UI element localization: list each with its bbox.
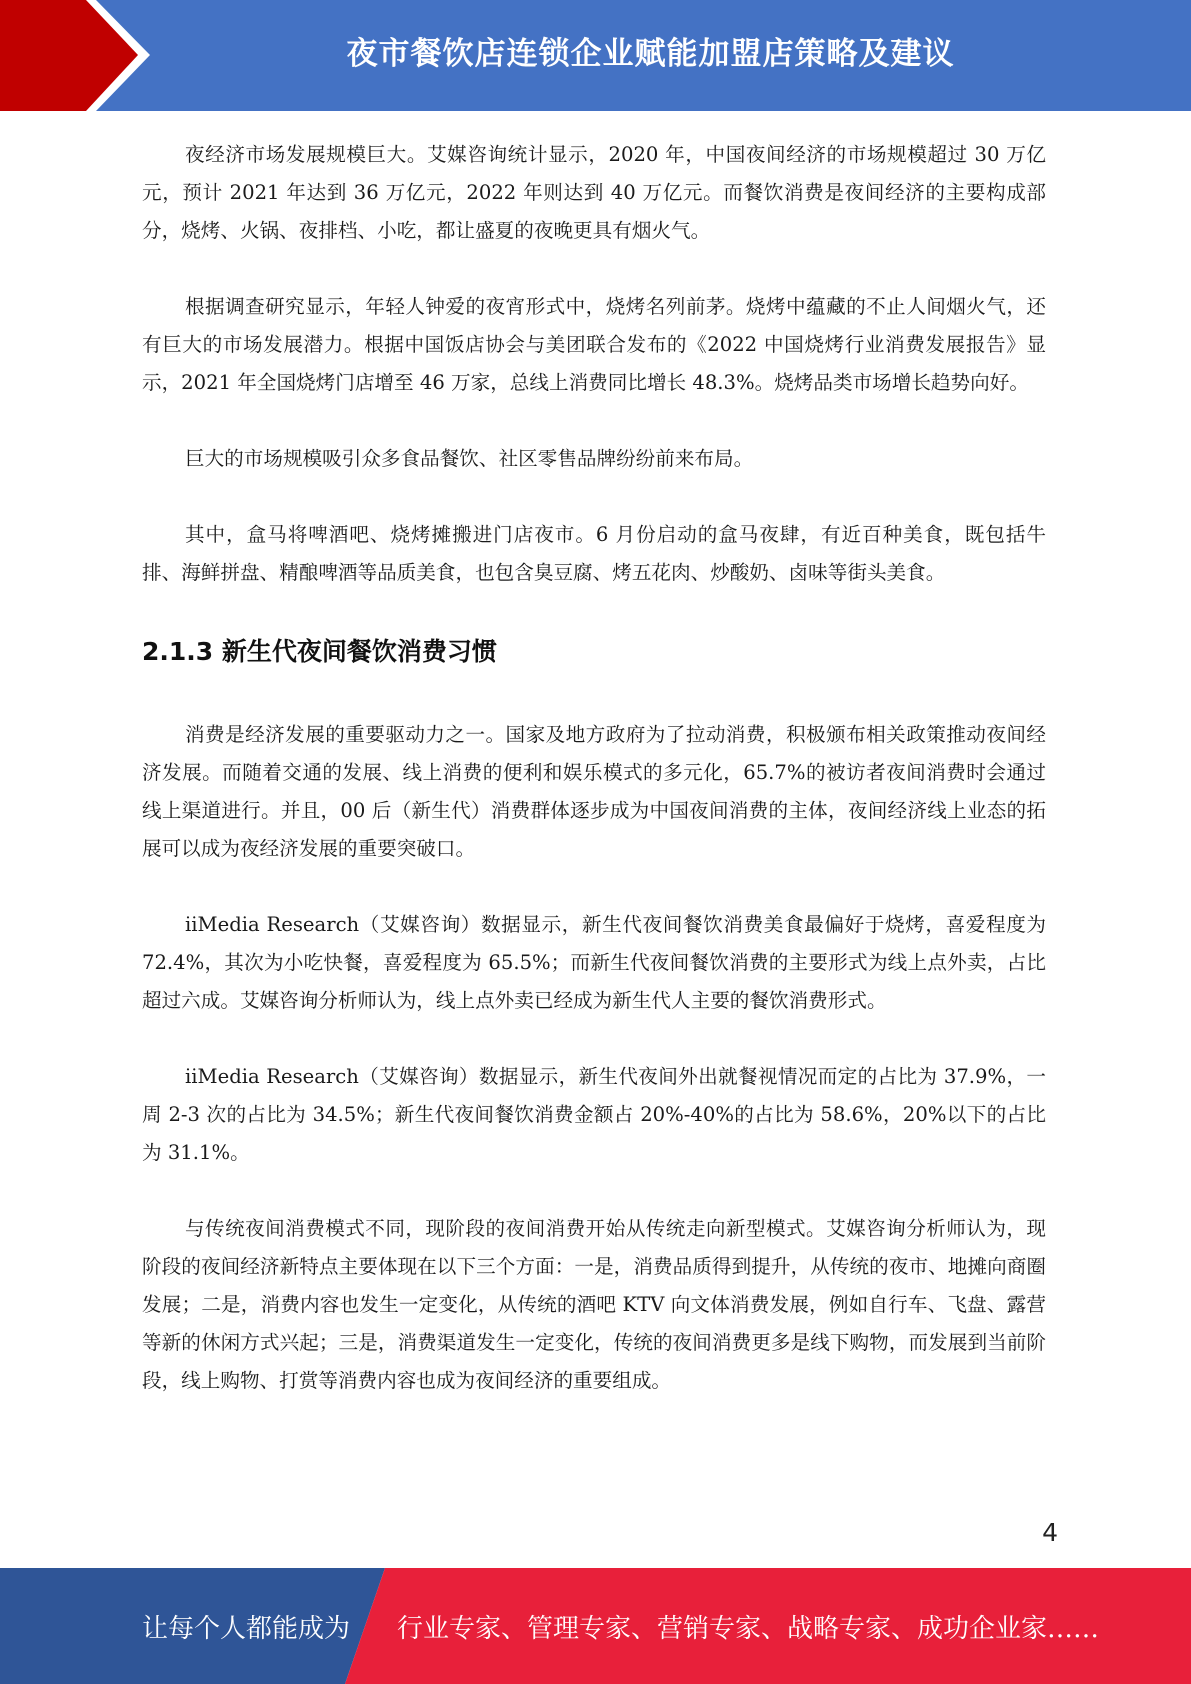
page-header bbox=[0, 0, 1191, 111]
paragraph: 其中，盒马将啤酒吧、烧烤摊搬进门店夜市。6 月份启动的盒马夜肆，有近百种美食，既包括牛排、海鲜拼盘、精酿啤酒等品质美食，也包含臭豆腐、烤五花肉、炒酸奶、卤味等街头美食。 bbox=[142, 523, 1046, 584]
paragraph: 夜经济市场发展规模巨大。艾媒咨询统计显示，2020 年，中国夜间经济的市场规模超过 30 万亿元，预计 2021 年达到 36 万亿元，2022 年则达到 40 万亿元。而餐饮消费是夜间经济的主要构成部分，烧烤、火锅、夜排档、小吃，都让盛夏的夜晚更具有烟火气。 bbox=[142, 143, 1046, 242]
paragraph: 根据调查研究显示，年轻人钟爱的夜宵形式中，烧烤名列前茅。烧烤中蕴藏的不止人间烟火气，还有巨大的市场发展潜力。根据中国饭店协会与美团联合发布的《2022 中国烧烤行业消费发展报告》显示，2021 年全国烧烤门店增至 46 万家，总线上消费同比增长 48.3%。烧烤品类市场增长趋势向好。 bbox=[142, 295, 1046, 394]
paragraph: iiMedia Research（艾媒咨询）数据显示，新生代夜间餐饮消费美食最偏好于烧烤，喜爱程度为 72.4%，其次为小吃快餐，喜爱程度为 65.5%；而新生代夜间餐饮消费的主要形式为线上点外卖，占比超过六成。艾媒咨询分析师认为，线上点外卖已经成为新生代人主要的餐饮消费形式。 bbox=[142, 913, 1046, 1012]
paragraph: 与传统夜间消费模式不同，现阶段的夜间消费开始从传统走向新型模式。艾媒咨询分析师认为，现阶段的夜间经济新特点主要体现在以下三个方面：一是，消费品质得到提升，从传统的夜市、地摊向商圈发展；二是，消费内容也发生一定变化，从传统的酒吧 KTV 向文体消费发展，例如自行车、飞盘、露营等新的休闲方式兴起；三是，消费渠道发生一定变化，传统的夜间消费更多是线下购物，而发展到当前阶段，线上购物、打赏等消费内容也成为夜间经济的重要组成。 bbox=[142, 1217, 1046, 1392]
page-body bbox=[142, 136, 1046, 1438]
paragraph: 巨大的市场规模吸引众多食品餐饮、社区零售品牌纷纷前来布局。 bbox=[185, 447, 754, 470]
page-footer bbox=[0, 1568, 1191, 1684]
paragraph: 消费是经济发展的重要驱动力之一。国家及地方政府为了拉动消费，积极颁布相关政策推动夜间经济发展。而随着交通的发展、线上消费的便利和娱乐模式的多元化，65.7%的被访者夜间消费时会通过线上渠道进行。并且，00 后（新生代）消费群体逐步成为中国夜间消费的主体，夜间经济线上业态的拓展可以成为夜经济发展的重要突破口。 bbox=[142, 723, 1046, 860]
footer-slogan-left: 让每个人都能成为 bbox=[142, 1613, 351, 1644]
section-heading: 2.1.3 新生代夜间餐饮消费习惯 bbox=[142, 637, 497, 666]
footer-slogan-right: 行业专家、管理专家、营销专家、战略专家、成功企业家…… bbox=[397, 1613, 1100, 1644]
document-title: 夜市餐饮店连锁企业赋能加盟店策略及建议 bbox=[346, 35, 955, 72]
page-number: 4 bbox=[1042, 1518, 1058, 1547]
paragraph: iiMedia Research（艾媒咨询）数据显示，新生代夜间外出就餐视情况而定的占比为 37.9%，一周 2-3 次的占比为 34.5%；新生代夜间餐饮消费金额占 20%-40%的占比为 58.6%，20%以下的占比为 31.1%。 bbox=[142, 1065, 1046, 1164]
